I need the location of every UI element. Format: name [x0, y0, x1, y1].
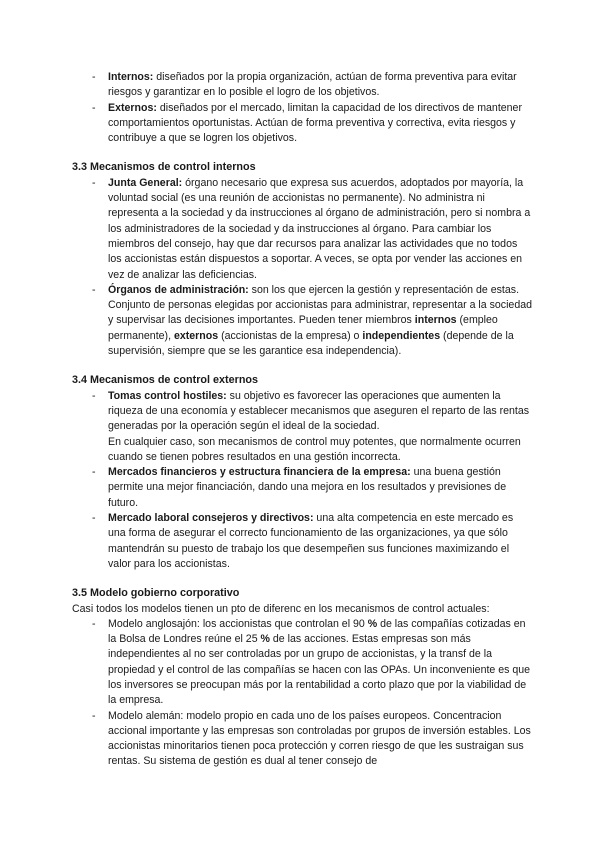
- dash-bullet: -: [92, 617, 96, 630]
- section-3-5: [72, 586, 532, 770]
- item-text: de las compañías cotizadas en la Bolsa de Londres reúne el 25: [108, 617, 526, 646]
- term-externos: Externos:: [108, 101, 157, 114]
- list-item: [72, 511, 532, 572]
- list-item: [72, 101, 532, 147]
- document-body: [72, 70, 532, 770]
- item-text: diseñados por el mercado, limitan la capacidad de los directivos de mantener comportamientos oportunistas. Actúan de forma preventiva y correctiva, evita riesgos y contribuye a que se logren los objetivos.: [108, 101, 522, 145]
- section-heading: 3.4 Mecanismos de control externos: [72, 374, 259, 387]
- list-item: [72, 709, 532, 770]
- term-internos: Internos:: [108, 71, 154, 83]
- dash-bullet: -: [92, 283, 96, 296]
- item-text: son los que ejercen la gestión y representación de estas. Conjunto de personas elegidas por accionistas para administrar, representar a la sociedad y supervisar las decisiones importantes. Pueden tener miembros: [108, 283, 532, 327]
- dash-bullet: -: [92, 512, 96, 525]
- dash-bullet: -: [92, 71, 96, 83]
- bold-word: externos: [173, 329, 219, 342]
- dash-bullet: -: [92, 176, 96, 189]
- bold-word: %: [367, 617, 378, 630]
- section-heading: 3.3 Mecanismos de control internos: [72, 161, 256, 174]
- dash-bullet: -: [92, 101, 96, 114]
- list-item: [72, 617, 532, 709]
- item-text: (empleo permanente),: [108, 314, 498, 342]
- item-text: una alta competencia en este mercado es una forma de asegurar el correcto funcionamiento de las organizaciones, ya que sólo mantendrán su puesto de trabajo los que desempeñen sus funciones maximizando el valor para los accionistas.: [108, 512, 514, 570]
- list-item: [72, 70, 532, 101]
- section-intro: Casi todos los modelos tienen un pto de diferenc en los mecanismos de control actuales:: [72, 602, 490, 615]
- control-types-list: [72, 70, 532, 146]
- list-item: [72, 465, 532, 511]
- item-text: En cualquier caso, son mecanismos de control muy potentes, que normalmente ocurren cuando se tienen pobres resultados en una gestión incorrecta.: [108, 435, 521, 463]
- dash-bullet: -: [92, 389, 96, 402]
- section-list: [72, 389, 532, 573]
- item-text: su objetivo es favorecer las operaciones que aumenten la riqueza de una economía y establecer mecanismos que aseguren el reparto de las rentas generadas por la operación según el ideal de la sociedad.: [108, 389, 530, 433]
- section-heading: 3.5 Modelo gobierno corporativo: [72, 587, 240, 600]
- bold-word: independientes: [362, 329, 441, 342]
- list-item: [72, 389, 532, 465]
- bold-word: internos: [414, 314, 457, 327]
- term: Mercados financieros y estructura financiera de la empresa:: [108, 466, 411, 479]
- item-text: Modelo anglosajón: los accionistas que controlan el 90: [108, 617, 368, 630]
- section-3-4: [72, 373, 532, 572]
- section-list: [72, 176, 532, 360]
- list-item: [72, 176, 532, 283]
- list-item: [72, 283, 532, 359]
- dash-bullet: -: [92, 466, 96, 479]
- item-text: Modelo alemán: modelo propio en cada uno de los países europeos. Concentracion accional importante y las empresas son controladas por grupos de inversión estables. Los accionistas minoritarios tienen poca protección y corren riesgo de que les sustraigan sus rentas. Su sistema de gestión es dual al tener consejo de: [108, 709, 531, 768]
- term: Mercado laboral consejeros y directivos:: [108, 512, 314, 525]
- term: Junta General:: [108, 176, 183, 189]
- item-text: (accionistas de la empresa) o: [218, 329, 363, 342]
- item-text: órgano necesario que expresa sus acuerdos, adoptados por mayoría, la voluntad social (es una reunión de accionistas no permanente). No administra ni representa a la sociedad y da instrucciones al órgano de administración, pero si nombra a los administradores de la sociedad y da instrucciones al órgano. Para cambiar los miembros del consejo, hay que dar recursos para analizar las actividades que no todos los accionistas están dispuestos a soportar. A veces, se opta por vender las acciones en vez de analizar las deficiencias.: [108, 176, 531, 281]
- section-3-3: [72, 160, 532, 359]
- term: Órganos de administración:: [108, 283, 249, 296]
- item-text: una buena gestión permite una mejor financiación, dando una mejora en los resultados y previsiones de futuro.: [108, 466, 507, 509]
- section-list: [72, 617, 532, 770]
- item-text: (depende de la supervisión, siempre que se les garantice esa independencia).: [108, 329, 514, 358]
- item-text: de las acciones. Estas empresas son más independientes al no ser controladas por un grupo de accionistas, y la transf de la propiedad y el control de las compañías se hacen con las OPAs. Un inconveniente es que los inversores se preocupan más por la rentabilidad a corto plazo que por la viabilidad de la empresa.: [108, 633, 531, 707]
- term: Tomas control hostiles:: [108, 389, 227, 402]
- bold-word: %: [260, 633, 270, 646]
- item-text: diseñados por la propia organización, actúan de forma preventiva para evitar riesgos y garantizar en lo posible el logro de los objetivos.: [108, 71, 517, 99]
- dash-bullet: -: [92, 709, 96, 722]
